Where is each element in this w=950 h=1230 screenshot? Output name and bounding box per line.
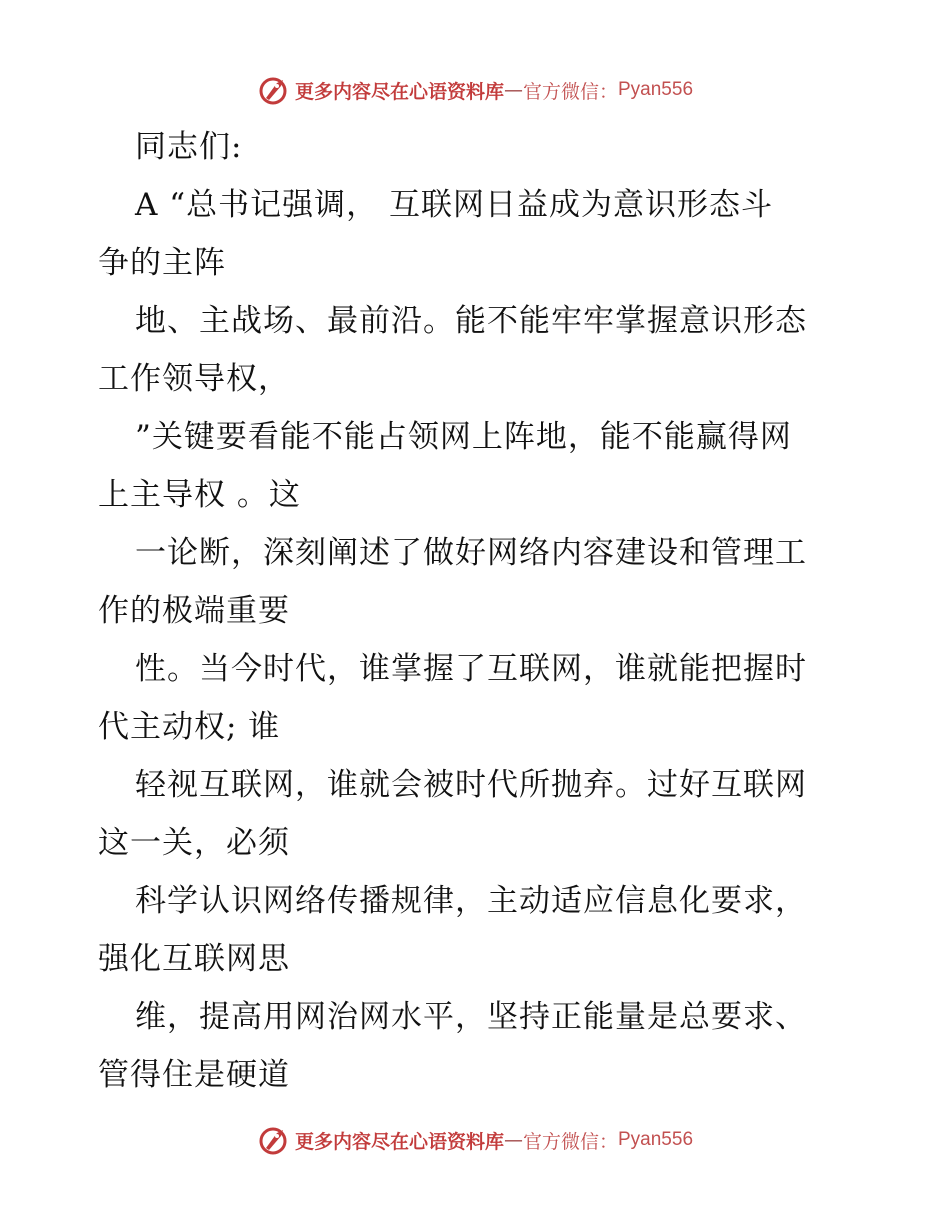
body-text-line: 性。当今时代，谁掌握了互联网，谁就能把握时 — [135, 651, 807, 687]
body-text-line: 工作领导权， — [98, 361, 290, 397]
footer-separator: — — [503, 1129, 523, 1151]
body-text-line: 轻视互联网，谁就会被时代所抛弃。过好互联网 — [135, 767, 807, 803]
header-separator: — — [503, 79, 523, 101]
body-text-line: A “总书记强调， 互联网日益成为意识形态斗 — [135, 187, 773, 223]
pen-nib-logo-icon — [257, 1124, 289, 1156]
body-text-line: 上主导权 。这 — [98, 477, 301, 513]
pen-nib-logo-icon — [257, 74, 289, 106]
body-text-line: 一论断，深刻阐述了做好网络内容建设和管理工 — [135, 535, 807, 571]
body-text-line: 维，提高用网治网水平，坚持正能量是总要求、 — [135, 999, 807, 1035]
document-body — [98, 118, 858, 1104]
footer-wechat-label: 官方微信： — [522, 1130, 618, 1153]
body-text-line: 作的极端重要 — [98, 593, 290, 629]
body-text-line: 强化互联网思 — [98, 941, 290, 977]
footer-site-text: 更多内容尽在心语资料库 — [294, 1130, 504, 1153]
header-wechat-label: 官方微信： — [522, 80, 618, 103]
footer-banner — [0, 1120, 950, 1160]
body-text-line: 代主动权; 谁 — [98, 709, 281, 745]
body-text-line: 科学认识网络传播规律，主动适应信息化要求， — [135, 883, 807, 919]
header-wechat-id: Pyan556 — [618, 79, 694, 100]
body-text-line: 这一关，必须 — [98, 825, 290, 861]
body-text-line: ”关键要看能不能占领网上阵地，能不能赢得网 — [135, 419, 792, 455]
header-site-text: 更多内容尽在心语资料库 — [294, 80, 504, 103]
footer-wechat-id: Pyan556 — [618, 1129, 694, 1150]
header-banner — [0, 70, 950, 110]
body-text-line: 地、主战场、最前沿。能不能牢牢掌握意识形态 — [135, 303, 807, 339]
body-text-line: 管得住是硬道 — [98, 1057, 290, 1093]
body-text-line: 争的主阵 — [98, 245, 226, 281]
body-text-line: 同志们: — [135, 129, 243, 165]
